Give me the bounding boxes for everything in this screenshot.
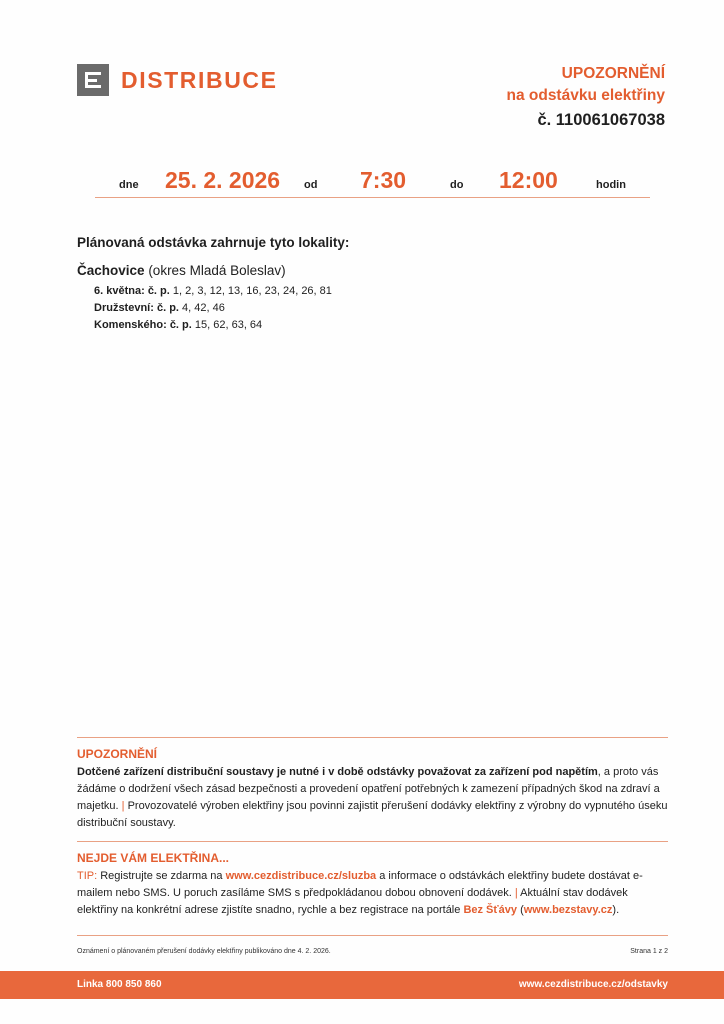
footer-bar [0, 971, 724, 999]
hotline-number[interactable]: Linka 800 850 860 [77, 979, 162, 990]
to-label: do [450, 179, 464, 191]
street-item [94, 300, 332, 317]
tip-label: TIP: [77, 870, 98, 882]
town-district: (okres Mladá Boleslav) [148, 263, 286, 278]
outages-link[interactable]: www.cezdistribuce.cz/odstavky [518, 979, 668, 990]
warning-bold-text: Dotčené zařízení distribuční soustavy je nutné i v době odstávky považovat za zařízení pod napětím [77, 766, 598, 778]
outage-date: 25. 2. 2026 [165, 167, 281, 193]
town-name: Čachovice [77, 263, 145, 278]
outage-schedule [95, 166, 650, 198]
date-label: dne [119, 179, 139, 191]
page-number: Strana 1 z 2 [630, 948, 668, 955]
portal-name: Bez Šťávy [463, 904, 518, 916]
tips-title: NEJDE VÁM ELEKTŘINA... [77, 851, 230, 865]
outage-start-time: 7:30 [360, 167, 407, 193]
house-numbers: 15, 62, 63, 64 [194, 319, 263, 331]
warning-text: Dotčené zařízení distribuční soustavy je nutné i v době odstávky považovat za zařízení pod napětím, a proto vás žádáme o dodržení všech zásad bezpečnosti a provedení opatření potřebných k zamezení případných škod na zdraví a majetku. | Provozovatelé výroben elektřiny jsou povinni zajistit přerušení dodávky elektřiny z výrobny do vypnutého úseku distribuční soustavy. [77, 766, 668, 829]
separator: | [514, 887, 518, 899]
company-logo [77, 64, 278, 96]
street-name: 6. května: [94, 285, 145, 297]
header-title: UPOZORNĚNÍ [561, 65, 665, 82]
street-item [94, 317, 332, 334]
separator: | [121, 800, 125, 812]
street-name: Komenského: [94, 319, 167, 331]
outage-end-time: 12:00 [499, 167, 558, 193]
house-number-label: č. p. [169, 319, 192, 331]
hours-label: hodin [596, 179, 626, 191]
street-name: Družstevní: [94, 302, 154, 314]
localities-title: Plánovaná odstávka zahrnuje tyto lokality: [77, 235, 350, 250]
tips-text: TIP: Registrujte se zdarma na www.cezdistribuce.cz/sluzba a informace o odstávkách elektřiny budete dostávat e-mailem nebo SMS. U poruch zasíláme SMS s předpokládanou dobou obnovení dodávek. | Aktuální stav dodávek elektřiny na konkrétní adrese zjistíte snadno, rychle a bez registrace na portále Bez Šťávy (www.bezstavy.cz). [77, 870, 643, 916]
cez-logo-icon [77, 64, 109, 96]
header-subtitle: na odstávku elektřiny [506, 87, 665, 104]
service-link[interactable]: www.cezdistribuce.cz/sluzba [225, 870, 377, 882]
notice-header [506, 63, 665, 132]
house-numbers: 1, 2, 3, 12, 13, 16, 23, 24, 26, 81 [172, 285, 332, 297]
house-number-label: č. p. [147, 285, 170, 297]
house-number-label: č. p. [156, 302, 179, 314]
divider [77, 841, 668, 842]
street-item [94, 283, 332, 300]
logo-text: DISTRIBUCE [121, 66, 278, 93]
house-numbers: 4, 42, 46 [182, 302, 225, 314]
warning-title: UPOZORNĚNÍ [77, 747, 158, 761]
divider [77, 935, 668, 936]
town [77, 263, 286, 278]
street-list [94, 283, 332, 334]
publication-notice: Oznámení o plánovaném přerušení dodávky elektřiny publikováno dne 4. 2. 2026. [77, 948, 331, 955]
from-label: od [304, 179, 318, 191]
divider [77, 737, 668, 738]
portal-link[interactable]: www.bezstavy.cz [523, 904, 613, 916]
notice-number: č. 110061067038 [537, 111, 665, 129]
